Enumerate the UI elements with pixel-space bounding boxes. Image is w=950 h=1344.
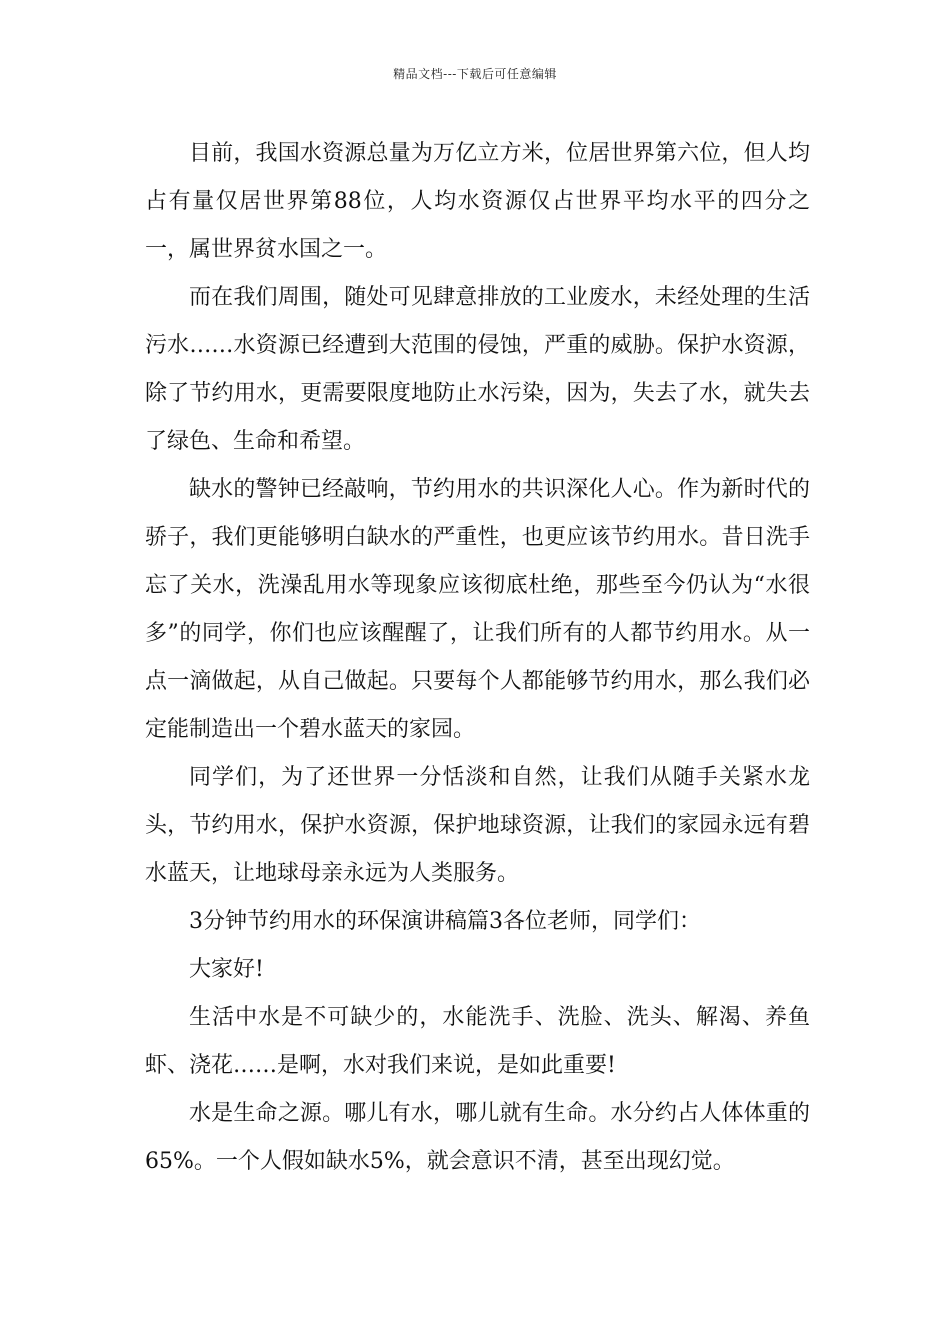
paragraph-greeting: 大家好! [189,957,264,982]
paragraph-water-uses: 生活中水是不可缺少的，水能洗手、洗脸、洗头、解渴、养鱼虾、浇花……是啊，水对我们来说，是如此重要! [145,1005,810,1078]
paragraph-speech-title: 3分钟节约用水的环保演讲稿篇3各位老师，同学们： [189,909,701,934]
paragraph-water-resources-stats: 目前，我国水资源总量为万亿立方米，位居世界第六位，但人均占有量仅居世界第88位，人均水资源仅占世界平均水平的四分之一，属世界贫水国之一。 [145,141,810,262]
paragraph-source-of-life: 水是生命之源。哪儿有水，哪儿就有生命。水分约占人体体重的65%。一个人假如缺水5%，就会意识不清，甚至出现幻觉。 [145,1101,810,1174]
page-header: 精品文档---下载后可任意编辑 [393,67,557,81]
paragraph-pollution: 而在我们周围，随处可见肆意排放的工业废水，未经处理的生活污水……水资源已经遭到大范围的侵蚀，严重的威胁。保护水资源，除了节约用水，更需要限度地防止水污染，因为，失去了水，就失去了绿色、生命和希望。 [145,285,810,454]
paragraph-call-to-action: 同学们，为了还世界一分恬淡和自然，让我们从随手关紧水龙头，节约用水，保护水资源，保护地球资源，让我们的家园永远有碧水蓝天，让地球母亲永远为人类服务。 [145,765,810,886]
document-body [145,130,810,1186]
paragraph-warning: 缺水的警钟已经敲响，节约用水的共识深化人心。作为新时代的骄子，我们更能够明白缺水的严重性，也更应该节约用水。昔日洗手忘了关水，洗澡乱用水等现象应该彻底杜绝，那些至今仍认为“水很多”的同学，你们也应该醒醒了，让我们所有的人都节约用水。从一点一滴做起，从自己做起。只要每个人都能够节约用水，那么我们必定能制造出一个碧水蓝天的家园。 [145,477,810,742]
